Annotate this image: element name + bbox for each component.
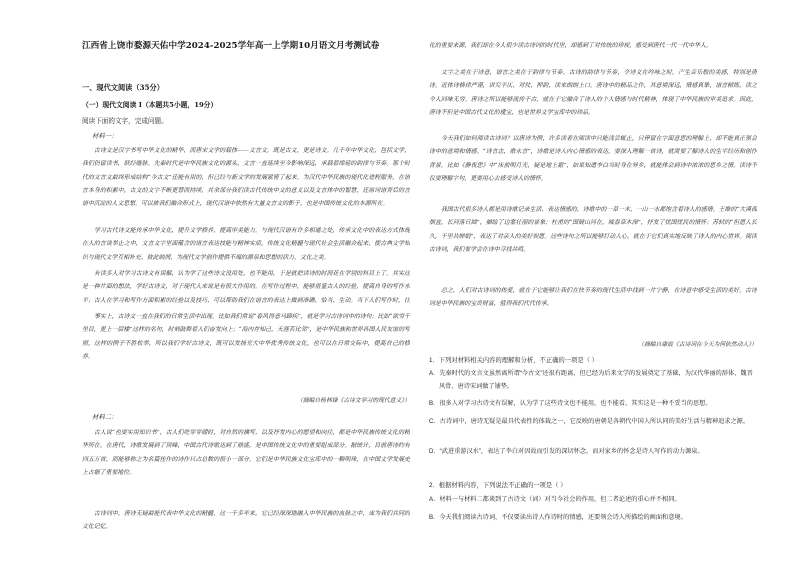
material-1-text-2 (82, 225, 410, 265)
question-1: 1．下列对材料相关内容的理解和分析，不正确的一项是（ ） (429, 357, 598, 364)
material-2-paragraph: 文字之美在于诗意，语言之美在于韵律与节奏。古诗的韵律与节奏，令诗文在吟咏之时，产生音乐般的美感，特别是唐诗，近体诗格律严谨，讲究平仄、对仗、押韵，读来朗朗上口。唐诗中的精品之作，其意境深远，情感真挚，语言精练，读之令人回味无穷。唐诗之所以能够流传千古，就在于它融合了诗人的个人情感与时代精神，体现了中华民族的审美追求。因此，唐诗不但是中国古代文化的瑰宝，也是世界文学宝库中的珍品。 (429, 70, 757, 116)
right-text-5 (429, 285, 757, 337)
question-2-options (429, 494, 757, 525)
material-2-text (82, 427, 410, 507)
material-2-paragraph: 我国古代很多诗人都是用诗歌记录生活、表达情感的，诗歌中的一草一木、一山一水都饱含着诗人的感情。王维的“大漠孤烟直，长河落日圆”，描绘了边塞壮丽的景象；杜甫的“国破山河在，城春草木深”，抒发了忧国忧民的情怀；苏轼的“但愿人长久，千里共婵娟”，表达了对亲人的美好祝愿。这些诗句之所以能够打动人心，就在于它们真实地反映了诗人的内心世界。阅读古诗词，我们要学会在诗中寻找共鸣。 (429, 207, 757, 253)
question-1-option-c[interactable]: C．古诗词中，唐诗无疑是最具代表性的体裁之一，它反映的唐朝是各朝代中国人所认同的美好生活与精神追求之源。 (429, 418, 750, 425)
continued-paragraph: 化的重要来源，我们却在今人很少读古诗词的时代里，却感到了对传统的珍视，感受到唐代一代一代中华人。 (429, 43, 712, 49)
question-1-options (429, 368, 757, 471)
question-2-option-a[interactable]: A．材料一与材料二都谈到了古诗文（词）对当今社会的作用，但二者论述的重心并不相同。 (429, 496, 681, 503)
instruction: 阅读下面的文字，完成问题。 (82, 117, 168, 125)
material-1-paragraph: 事实上，古诗文一直在我们的日常生活中出现。比如我们常说“春风得意马蹄疾”，就是学习古诗词中的诗句；比如“欲穷千里目，更上一层楼”这样的名句，时刻鼓舞着人们奋发向上；“海内存知己，天涯若比邻”，是中华民族和世界各国人民友谊的写照，这样的例子不胜枚举，所以我们学好古诗文，既可以发扬光大中华优秀传统文化，也可以在日常交际中，提高自己的修养。 (82, 314, 410, 360)
material-1-text-4 (82, 311, 410, 377)
continued-text (429, 40, 757, 67)
material-1-paragraph: 古诗文是汉字书写中华文化的精华，而唐宋文学的载体——文言文。既是古文，更是诗文。几千年中华文化，包括文学，我们仍留读书，联经继脉。先秦时代是中华民族文化的源头，文言一直延续至今影响深远，承载着绵延的韵律与节奏。那个时代的文言文最终形成结构“今古文”还能有用的，但已经与新文学的发展紧密了起来。为汉代中华民族的现代化进程服务，在语言本身的积累中，古文的文字不断更替而持续，其余部分我们读古代传统中文的意义以及文言体中的智慧，还原词语背后的言语中沉淀的人文思想。可以被我们融合形式上，现代汉语中依然有大量文言文的影子，也是中国传统文化的本源所在。 (82, 148, 410, 208)
material-1-label: 材料一： (92, 132, 118, 140)
right-text-4 (429, 204, 757, 270)
material-2-paragraph: 总之，人们对古诗词的热爱，就在于它能够让我们在快节奏的现代生活中找到一片宁静，在诗意中感受生活的美好。古诗词是中华民族的宝贵财富，值得我们代代传承。 (429, 288, 757, 308)
material-2-source: （摘编自康震《古诗词在今天为何依然动人》） (638, 342, 757, 348)
material-2-label: 材料二： (92, 413, 118, 421)
right-text-2 (429, 67, 757, 120)
question-2: 2．根据材料内容，下列说法不正确的一项是（ ） (429, 482, 567, 489)
material-1-paragraph: 有读多人对学习古诗文有误解，认为学了这些诗文没用处，也不能用，于是就把读诗的时间花在学别的科目上了。其实这是一种片面的想法，学好古诗文，对于现代人来说是有很大作用的。在写作过程中，能够借鉴古人的经验，提高自身的写作水平；古人在学习和写作方面积累的经验以及技巧，可以帮助我们在语言的表达上做到准确、恰当、生动。当下人们写作时，往 (82, 271, 410, 304)
material-2-paragraph: 古诗词中，唐诗无疑最能代表中华文化的精髓，这一千多年来，它已经深深地融入中华民族的血脉之中，成为我们共同的文化记忆。 (82, 511, 410, 531)
subsection-heading: （一）现代文阅读 I（本题共5小题，19分） (82, 101, 218, 109)
right-text-3 (429, 133, 757, 199)
question-1-option-d[interactable]: D．“武进重游汉水”，表达了李白对因故而引发的深切怀念，而对家乡的怀念是诗人写作的动力源泉。 (429, 448, 704, 455)
question-2-option-b[interactable]: B．今天我们阅读古诗词，不仅要读出诗人作诗时的情感，还要领会诗人所描绘的画面和意境。 (429, 514, 687, 521)
question-1-option-b[interactable]: B．很多人对学习古诗文有误解，认为学了这些诗文也不能用，也不能看，其实这是一种不妥当的思想。 (429, 400, 712, 407)
material-2-paragraph: 古人说“也要实用知识书”，古人们吃穿穿暖时，对自然的描写，以及抒发内心的愿望和向往，都是中华民族传统文化的精华所在。在唐代，诗歌发展到了顶峰，中国古代诗歌达到了鼎盛，是中国传统文化中的重要组成部分。据统计，目前唐诗约有四五万首，而能够称之为名篇佳作的诗作只占总数的很小一部分。它们是中华民族文化宝库中的一颗明珠，在中国文学发展史上占据了重要地位。 (82, 430, 410, 476)
exam-title: 江西省上饶市婺源天佑中学2024-2025学年高一上学期10月语文月考测试卷 (82, 41, 380, 51)
material-1-text-3 (82, 268, 410, 308)
section-heading: 一、现代文阅读（35分） (82, 83, 164, 92)
material-2-paragraph: 今天我们如何阅读古诗词？以唐诗为例，许多读者在阅读中只能浅尝辄止，只停留在字面意思的理解上，却不能真正领会诗中的意境和情感。“诗言志，歌永言”，诗歌是诗人内心情感的表达，要深入理解一首诗，就需要了解诗人的生平经历和创作背景。比如《静夜思》中“床前明月光，疑是地上霜”，如果知道李白当时身在异乡，就能体会到诗中浓浓的思乡之情。读诗不仅要理解字句，更要用心去感受诗人的情怀。 (429, 136, 757, 182)
material-2-text-2 (82, 508, 410, 535)
question-1-option-a[interactable]: A．先秦时代的文言文虽然离所谓“今古文”还很有距离，但已经为后来文学的发展奠定了基础，为汉代华丽的辞体、魏晋风骨、唐诗宋词做了铺垫。 (429, 370, 753, 390)
material-1-paragraph: 学习古代诗文能传承中华文化，提升文学修养，提高审美能力。与现代汉语有许多相通之处，传承文化中的表达方式体现在人的言谈举止之中，文言文字里面蕴含的语言表达技能与精神实质，传统文化精髓与现代社会生活融合起来，使古典文学知识与现代文学互相补充、彼此映照，为现代文学创作提供不竭的源泉和思想的活力，文化之美。 (82, 228, 410, 261)
material-1-source: （摘编自杨林锋《古诗文学习的现代意义》） (296, 398, 410, 404)
